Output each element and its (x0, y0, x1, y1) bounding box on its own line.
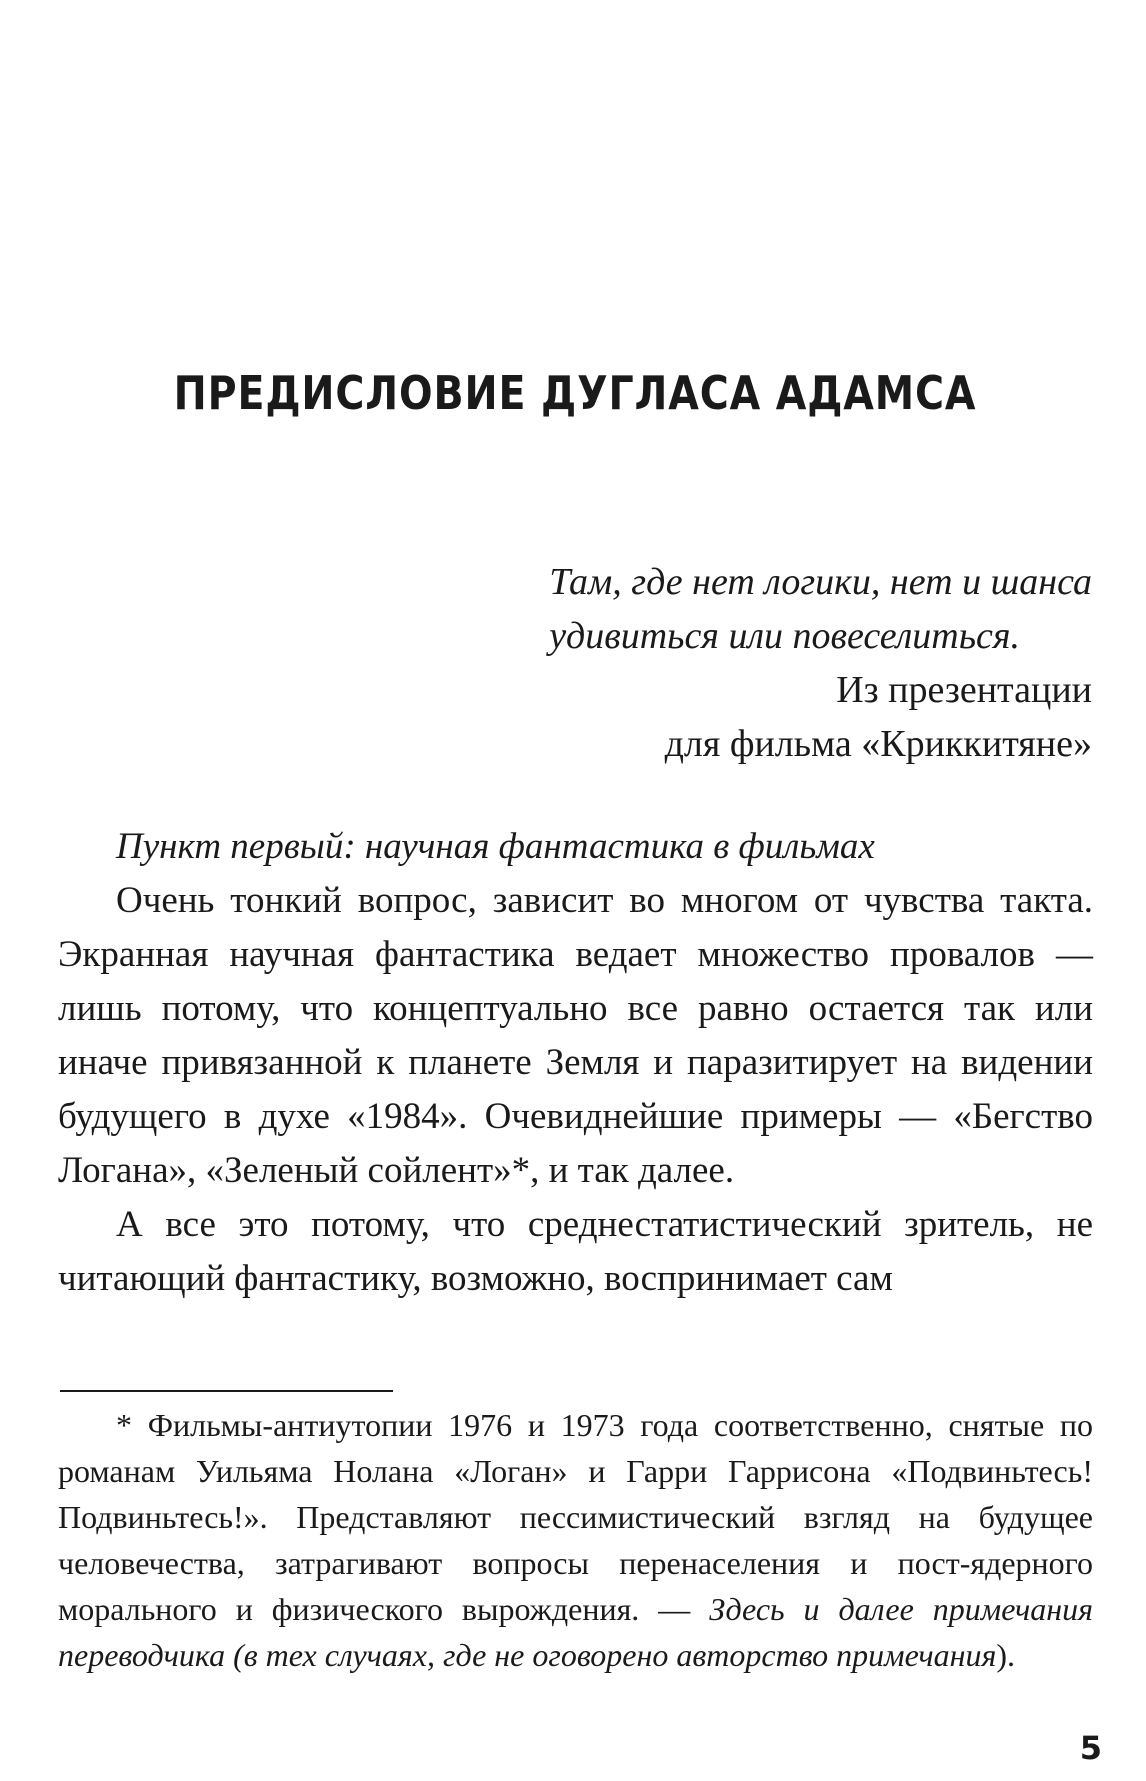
section-heading: Пункт первый: научная фантастика в фильмах (116, 826, 875, 867)
footnote (58, 1402, 1093, 1678)
body-paragraph-1: Очень тонкий вопрос, зависит во многом от чувства такта. Экранная научная фантастика ведает множество провалов — лишь потому, что концептуально все равно остается так или иначе привязанной к планете Земля и паразитирует на видении будущего в духе «1984». Очевиднейшие примеры — «Бегство Логана», «Зеленый сойлент»*, и так далее. (58, 880, 1093, 1191)
body-paragraph-2: А все это потому, что среднестатистический зритель, не читающий фантастику, возможно, воспринимает сам (58, 1204, 1093, 1299)
chapter-title: ПРЕДИСЛОВИЕ ДУГЛАСА АДАМСА (173, 366, 977, 420)
epigraph-quote-line-2: удивиться или повеселиться. (549, 615, 1021, 657)
epigraph-quote-line-1: Там, где нет логики, нет и шанса (549, 561, 1092, 603)
epigraph-source-line-2: для фильма «Криккитяне» (664, 723, 1092, 765)
epigraph-source (549, 663, 1092, 771)
epigraph-quote (549, 555, 1092, 663)
footnote-separator (60, 1390, 393, 1392)
footnote-text: * Фильмы-антиутопии 1976 и 1973 года соответственно, снятые по романам Уильяма Нолана «Логан» и Гарри Гаррисона «Подвиньтесь! Подвиньтесь!». Представляют пессимистический взгляд на будущее человечества, затрагивают вопросы перенаселения и пост-ядерного морального и физического вырождения. — (58, 1407, 1093, 1627)
footnote-closing: ). (996, 1637, 1016, 1673)
page-number: 5 (1079, 1729, 1102, 1767)
footnote-translator-note: Здесь и далее примечания переводчика (в тех случаях, где не оговорено авторство примечания (58, 1591, 1093, 1673)
epigraph (549, 555, 1092, 771)
body-text (58, 820, 1093, 1306)
epigraph-source-line-1: Из презентации (836, 669, 1092, 711)
